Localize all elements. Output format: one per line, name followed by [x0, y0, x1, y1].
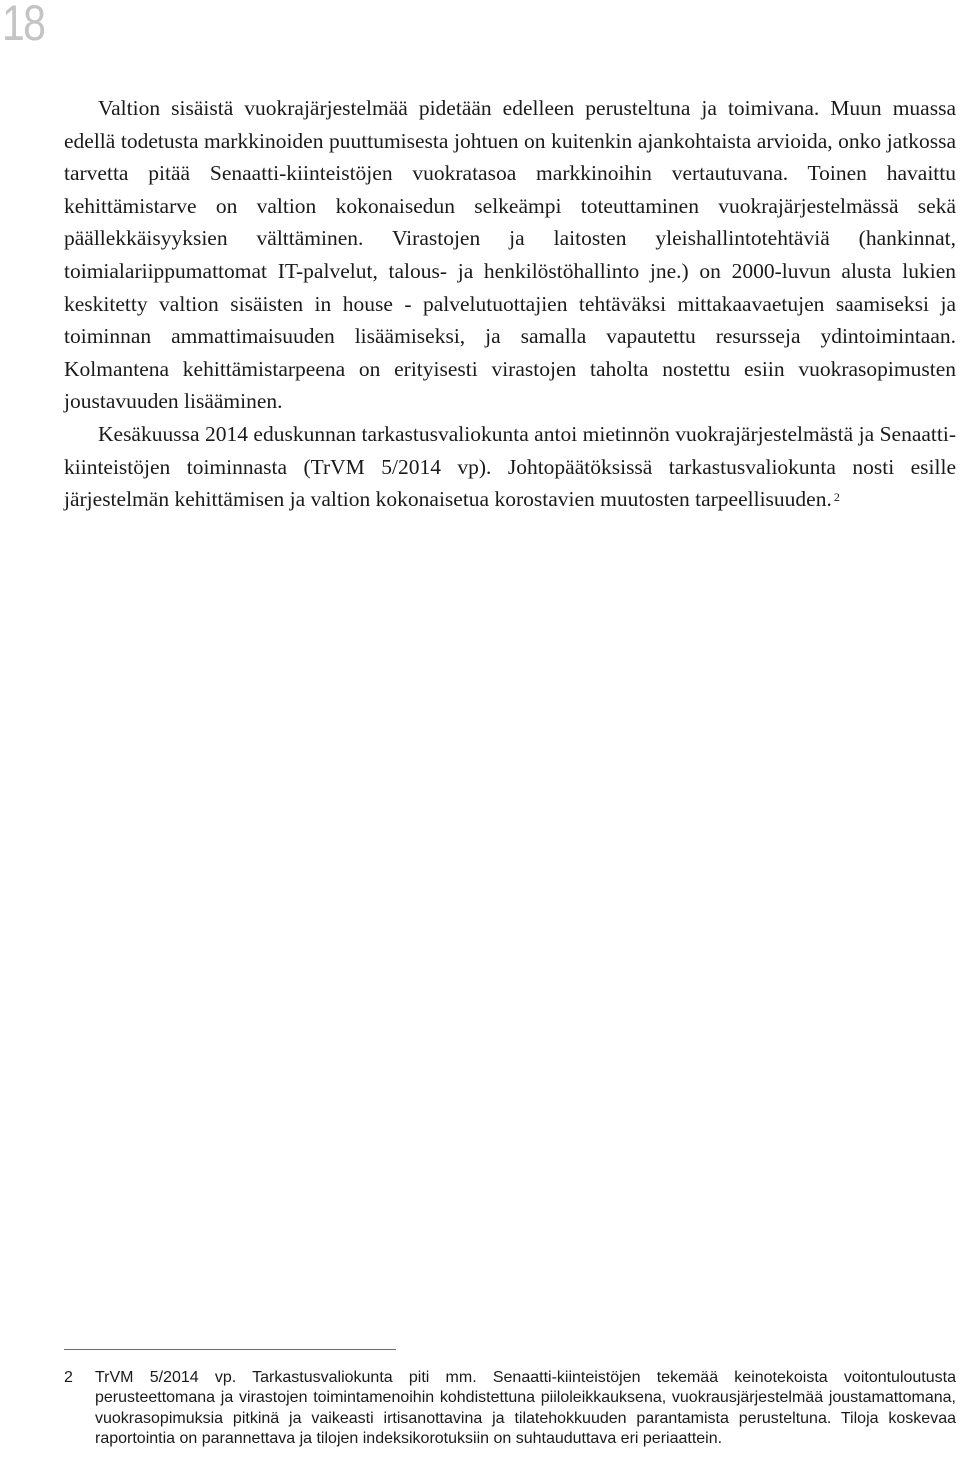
footnote-text: TrVM 5/2014 vp. Tarkastusvaliokunta piti mm. Senaatti-kiinteistöjen tekemää keinotekoista voitontuloutusta perusteettomana ja virastojen toimintamenoihin kohdistettuna piiloleikkauksena, vuokrausjärjestelmää joustamattomana, vuokrasopimuksia pitkinä ja vaikeasti irtisanottavina ja tilatehokkuuden parantamista perusteltuna. Tiloja koskevaa raportointia on parannettava ja tilojen indeksikorotuksiin on suhtauduttava eri periaattein.	[95, 1369, 956, 1448]
footnote	[64, 1368, 956, 1450]
paragraph: Valtion sisäistä vuokrajärjestelmää pidetään edelleen perusteltuna ja toimivana. Muun muassa edellä todetusta markkinoiden puuttumisesta johtuen on kuitenkin ajankohtaista arvioida, onko jatkossa tarvetta pitää Senaatti-kiinteistöjen vuokratasoa markkinoihin vertautuvana. Toinen havaittu kehittämistarve on valtion kokonaisedun selkeämpi toteuttaminen vuokrajärjestelmässä sekä päällekkäisyyksien välttäminen. Virastojen ja laitosten yleishallintotehtäviä (hankinnat, toimialariippumattomat IT-palvelut, talous- ja henkilöstöhallinto jne.) on 2000-luvun alusta lukien keskitetty valtion sisäisten in house - palvelutuottajien tehtäväksi mittakaavaetujen saamiseksi ja toiminnan ammattimaisuuden lisäämiseksi, ja samalla vapautettu resursseja ydintoimintaan. Kolmantena kehittämistarpeena on erityisesti virastojen taholta nostettu esiin vuokrasopimusten joustavuuden lisääminen.	[64, 96, 956, 414]
footnote-reference[interactable]: 2	[833, 490, 840, 505]
footnote-number: 2	[64, 1369, 73, 1386]
page-number: 18	[2, 0, 45, 51]
paragraph-text: Kesäkuussa 2014 eduskunnan tarkastusvaliokunta antoi mietinnön vuokrajärjestelmästä ja Senaatti-kiinteistöjen toiminnasta (TrVM 5/2014 vp). Johtopäätöksissä tarkastusvaliokunta nosti esille järjestelmän kehittämisen ja valtion kokonaisetua korostavien muutosten tarpeellisuuden.	[64, 421, 956, 512]
paragraph	[64, 418, 956, 516]
body-text	[64, 92, 956, 516]
footnote-divider	[64, 1349, 396, 1350]
